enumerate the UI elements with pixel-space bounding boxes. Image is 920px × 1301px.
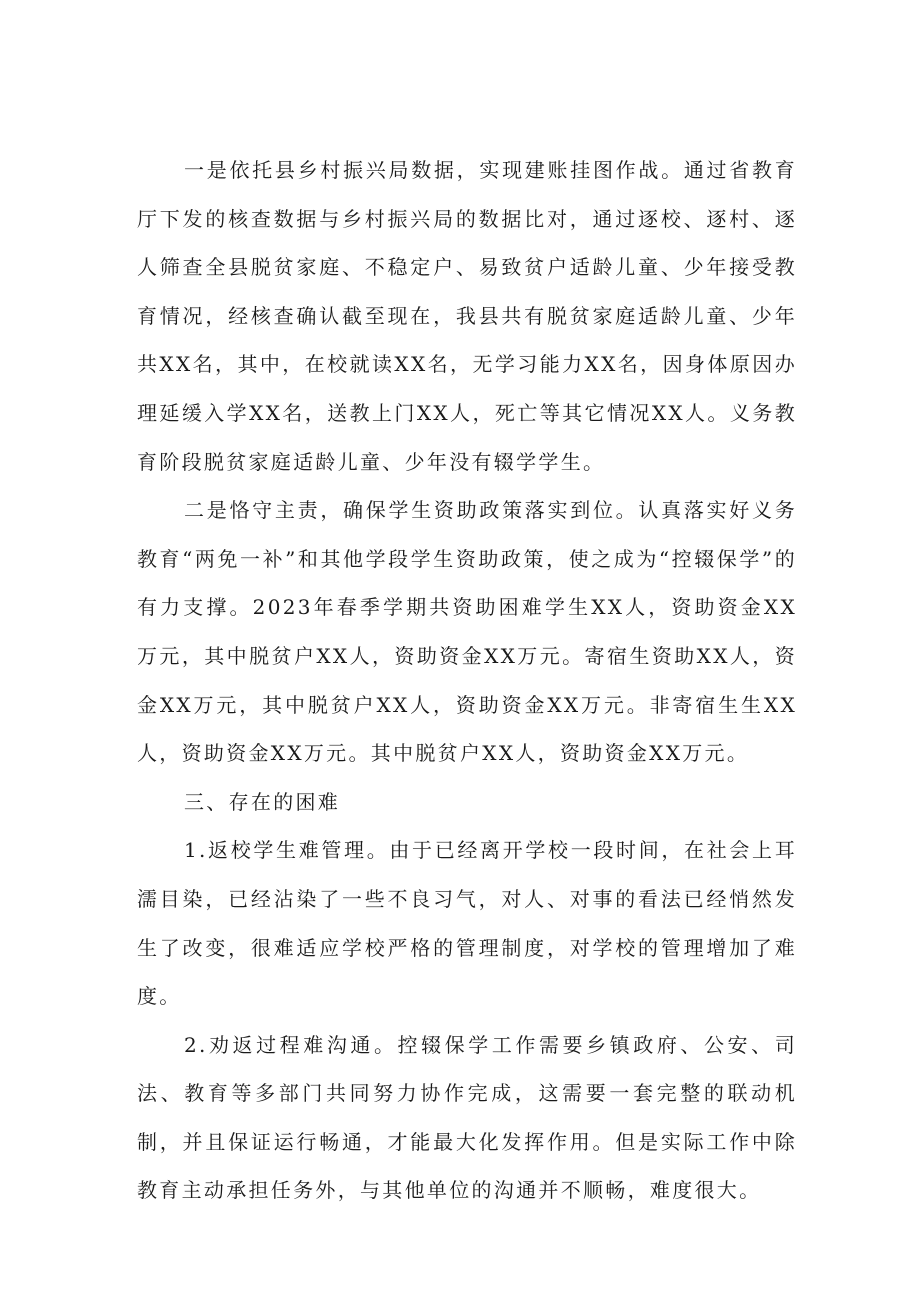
paragraph-student-aid-policy: 二是恪守主责，确保学生资助政策落实到位。认真落实好义务教育“两免一补”和其他学段学生资助政策，使之成为“控辍保学”的有力支撑。2023年春季学期共资助困难学生XX人，资助资金XX万元，其中脱贫户XX人，资助资金XX万元。寄宿生资助XX人，资金XX万元，其中脱贫户XX人，资助资金XX万元。非寄宿生生XX人，资助资金XX万元。其中脱贫户XX人，资助资金XX万元。	[137, 498, 797, 766]
document-body	[137, 146, 797, 1215]
difficulty-persuasion-communication: 2.劝返过程难沟通。控辍保学工作需要乡镇政府、公安、司法、教育等多部门共同努力协作完成，这需要一套完整的联动机制，并且保证运行畅通，才能最大化发挥作用。但是实际工作中除教育主动承担任务外，与其他单位的沟通并不顺畅，难度很大。	[137, 1032, 797, 1203]
difficulty-returning-students: 1.返校学生难管理。由于已经离开学校一段时间，在社会上耳濡目染，已经沾染了一些不良习气，对人、对事的看法已经悄然发生了改变，很难适应学校严格的管理制度，对学校的管理增加了难度。	[137, 838, 797, 1009]
section-heading-difficulties: 三、存在的困难	[184, 789, 341, 814]
paragraph-rural-revitalization-data: 一是依托县乡村振兴局数据，实现建账挂图作战。通过省教育厅下发的核查数据与乡村振兴局的数据比对，通过逐校、逐村、逐人筛查全县脱贫家庭、不稳定户、易致贫户适龄儿童、少年接受教育情况，经核查确认截至现在，我县共有脱贫家庭适龄儿童、少年共XX名，其中，在校就读XX名，无学习能力XX名，因身体原因办理延缓入学XX名，送教上门XX人，死亡等其它情况XX人。义务教育阶段脱贫家庭适龄儿童、少年没有辍学学生。	[137, 158, 797, 474]
